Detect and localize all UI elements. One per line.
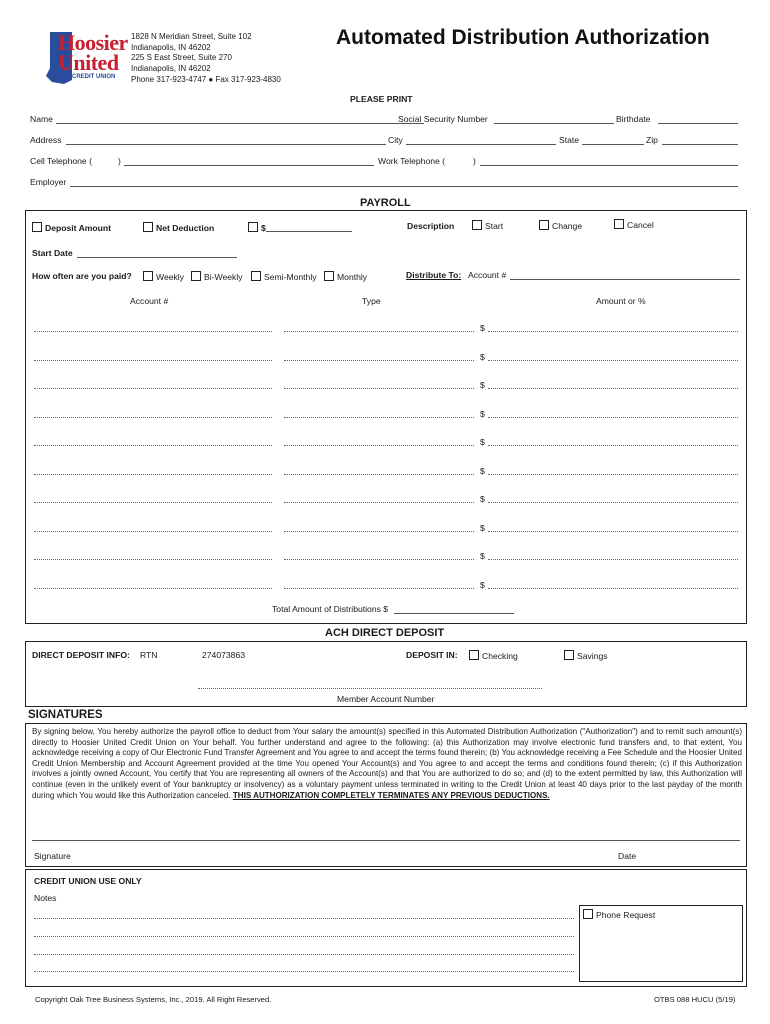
name-field[interactable] [56, 114, 424, 124]
start-date-label: Start Date [32, 248, 73, 258]
authorization-text [32, 727, 742, 801]
net-deduction-label: Net Deduction [156, 223, 215, 233]
state-field[interactable] [582, 135, 644, 145]
dollar-sign: $ [261, 223, 266, 233]
copyright: Copyright Oak Tree Business Systems, Inc., 2019. All Right Reserved. [35, 995, 272, 1004]
semimonthly-label: Semi-Monthly [264, 272, 317, 282]
birthdate-field[interactable] [658, 114, 738, 124]
deposit-amount-checkbox[interactable] [32, 222, 42, 232]
row-dollar-sign: $ [480, 437, 485, 447]
biweekly-checkbox[interactable] [191, 271, 201, 281]
type-field[interactable] [284, 437, 474, 446]
payroll-section [25, 210, 747, 624]
amount-field[interactable] [488, 437, 738, 446]
phone-request-option[interactable] [583, 909, 655, 920]
ach-section [25, 641, 747, 707]
page-title: Automated Distribution Authorization [336, 26, 710, 49]
start-option[interactable] [472, 220, 503, 231]
phone-request-label: Phone Request [596, 910, 656, 920]
row-address [30, 135, 738, 147]
rtn-value: 274073863 [202, 650, 246, 660]
payroll-heading: PAYROLL [360, 197, 411, 209]
address-line: Indianapolis, IN 46202 [131, 63, 211, 73]
table-row [26, 380, 746, 392]
savings-option[interactable] [564, 650, 608, 661]
logo-line1: Hoosier [58, 30, 128, 55]
city-field[interactable] [406, 135, 556, 145]
change-label: Change [552, 221, 583, 231]
weekly-checkbox[interactable] [143, 271, 153, 281]
birthdate-label: Birthdate [616, 114, 651, 124]
cu-use-heading: CREDIT UNION USE ONLY [34, 876, 142, 886]
address-label: Address [30, 135, 62, 145]
savings-checkbox[interactable] [564, 650, 574, 660]
semimonthly-checkbox[interactable] [251, 271, 261, 281]
row-dollar-sign: $ [480, 551, 485, 561]
row-dollar-sign: $ [480, 408, 485, 419]
monthly-label: Monthly [337, 272, 368, 282]
deposit-in-label: DEPOSIT IN: [406, 650, 458, 660]
authorization-emphasis: THIS AUTHORIZATION COMPLETELY TERMINATES ANY PREVIOUS DEDUCTIONS. [232, 790, 550, 800]
row-dollar-sign: $ [480, 494, 485, 504]
account-field[interactable] [34, 323, 272, 332]
type-field[interactable] [284, 466, 474, 475]
account-field[interactable] [34, 352, 272, 361]
account-field[interactable] [34, 437, 272, 446]
row-dollar-sign: $ [480, 323, 485, 333]
biweekly-option[interactable] [191, 271, 243, 282]
deposit-amount-label: Deposit Amount [45, 223, 112, 233]
cu-use-section [25, 869, 747, 987]
distribute-to-label: Distribute To: [406, 270, 462, 280]
table-row [26, 352, 746, 364]
date-label: Date [618, 851, 637, 861]
type-field[interactable] [284, 323, 474, 332]
authorization-body: By signing below, You hereby authorize the payroll office to deduct from Your salary the amount(s) specified in this Automated Distribution Authorization ("Authorization") and to remit such amount(s) directly to Hoosier United Credit Union on Your behalf. You further understand and agree to the following: (a) this Authorization may involve electronic fund transfers and, to that extent, You acknowledge receiving a copy of Our Electronic Fund Transfer Agreement and You agree to and accept the terms found therein; (b) You acknowledge receiving a Fee Schedule and the Hoosier United Credit Union Membership and Account Agreement provided at the time You opened Your Account(s) and You agree to and accept the terms and conditions found therein; (c) if this Authorization involves a jointly owned Account, You certify that You are representing all owners of the Account(s) and that You are authorized to do so; and (d) to the extent permitted by law, this Authorization will continue (even in the unlikely event of Your bankruptcy or insolvency) as a voluntary payment unless terminated in writing to the Credit Union at least 40 days prior to the last payday of the month during which You would like this Authorization canceled. [32, 727, 742, 800]
row-dollar-sign: $ [480, 351, 485, 362]
amount-field[interactable] [488, 466, 738, 475]
distribute-account-field[interactable] [510, 270, 740, 280]
cancel-label: Cancel [627, 220, 654, 230]
signatures-section [25, 723, 747, 867]
account-field[interactable] [34, 494, 272, 503]
address-line: Indianapolis, IN 46202 [131, 42, 211, 52]
ssn-label: Social Security Number [398, 114, 488, 124]
employer-label: Employer [30, 177, 67, 187]
form-id: OTBS 088 HUCU (5/19) [654, 995, 736, 1004]
monthly-checkbox[interactable] [324, 271, 334, 281]
description-label: Description [407, 221, 455, 231]
state-label: State [559, 135, 580, 145]
address-field[interactable] [66, 135, 386, 145]
start-checkbox[interactable] [472, 220, 482, 230]
change-checkbox[interactable] [539, 220, 549, 230]
cell-label: Cell Telephone ( [30, 156, 92, 166]
weekly-label: Weekly [156, 272, 185, 282]
rtn-label: RTN [140, 650, 158, 660]
table-row [26, 323, 746, 335]
direct-deposit-info-label: DIRECT DEPOSIT INFO: [32, 650, 130, 660]
work-label: Work Telephone ( [378, 156, 446, 166]
account-field[interactable] [34, 466, 272, 475]
phone-request-box [579, 905, 743, 982]
checking-label: Checking [482, 651, 518, 661]
row-name [30, 114, 738, 126]
address-block [131, 32, 281, 86]
logo [42, 30, 128, 86]
amount-option[interactable] [248, 222, 266, 233]
checking-option[interactable] [469, 650, 518, 661]
table-row [26, 437, 746, 449]
notes-line[interactable] [34, 965, 574, 972]
how-often-label: How often are you paid? [32, 271, 132, 281]
row-employer [30, 177, 738, 189]
biweekly-label: Bi-Weekly [204, 272, 243, 282]
type-field[interactable] [284, 380, 474, 389]
signature-label: Signature [34, 851, 71, 861]
savings-label: Savings [577, 651, 608, 661]
net-deduction-checkbox[interactable] [143, 222, 153, 232]
work-field[interactable] [480, 156, 738, 166]
notes-line[interactable] [34, 948, 574, 955]
amount-field[interactable] [488, 380, 738, 389]
ssn-field[interactable] [494, 114, 614, 124]
type-field[interactable] [284, 580, 474, 589]
amount-field[interactable] [266, 222, 352, 232]
row-dollar-sign: $ [480, 465, 485, 476]
account-field[interactable] [34, 580, 272, 589]
account-field[interactable] [34, 523, 272, 532]
type-field[interactable] [284, 494, 474, 503]
deposit-amount-option[interactable] [32, 222, 111, 233]
table-row [26, 466, 746, 478]
total-label: Total Amount of Distributions $ [272, 604, 389, 614]
type-field[interactable] [284, 409, 474, 418]
type-field[interactable] [284, 352, 474, 361]
member-account-label: Member Account Number [337, 694, 435, 704]
notes-line[interactable] [34, 930, 574, 937]
logo-line2: United [58, 50, 119, 75]
total-field[interactable] [394, 604, 514, 614]
start-date-field[interactable] [77, 248, 237, 258]
table-row [26, 523, 746, 535]
col-header-type: Type [362, 296, 381, 306]
signatures-heading: SIGNATURES [28, 709, 103, 721]
account-field[interactable] [34, 380, 272, 389]
ach-heading: ACH DIRECT DEPOSIT [325, 627, 445, 639]
type-field[interactable] [284, 523, 474, 532]
cancel-option[interactable] [614, 219, 654, 230]
phone-request-checkbox[interactable] [583, 909, 593, 919]
contact-line: Phone 317-923-4747 ● Fax 317-923-4830 [131, 75, 281, 85]
name-label: Name [30, 114, 53, 124]
work-close-paren: ) [473, 156, 476, 166]
member-account-field[interactable] [198, 682, 542, 689]
table-row [26, 551, 746, 563]
please-print-label: PLEASE PRINT [350, 94, 413, 104]
amount-field[interactable] [488, 409, 738, 418]
semimonthly-option[interactable] [251, 271, 317, 282]
zip-label: Zip [646, 135, 658, 145]
signature-line[interactable] [32, 832, 740, 841]
monthly-option[interactable] [324, 271, 367, 282]
city-label: City [388, 135, 403, 145]
zip-field[interactable] [662, 135, 738, 145]
row-phone [30, 156, 738, 168]
row-dollar-sign: $ [480, 380, 485, 390]
amount-field[interactable] [488, 580, 738, 589]
amount-field[interactable] [488, 352, 738, 361]
notes-label: Notes [34, 893, 57, 903]
start-label: Start [485, 221, 504, 231]
net-deduction-option[interactable] [143, 222, 214, 233]
employer-field[interactable] [70, 177, 738, 187]
address-line: 1828 N Meridian Street, Suite 102 [131, 32, 252, 41]
address-line: 225 S East Street, Suite 270 [131, 53, 232, 63]
notes-line[interactable] [34, 912, 574, 919]
checking-checkbox[interactable] [469, 650, 479, 660]
account-field[interactable] [34, 409, 272, 418]
row-dollar-sign: $ [480, 522, 485, 533]
weekly-option[interactable] [143, 271, 184, 282]
account-field[interactable] [34, 551, 272, 560]
change-option[interactable] [539, 220, 582, 231]
table-row [26, 494, 746, 506]
amount-field[interactable] [488, 551, 738, 560]
col-header-account: Account # [130, 296, 169, 306]
amount-checkbox[interactable] [248, 222, 258, 232]
cell-close-paren: ) [118, 156, 121, 166]
logo-tagline: CREDIT UNION [72, 74, 116, 80]
type-field[interactable] [284, 551, 474, 560]
table-row [26, 409, 746, 421]
distribute-account-label: Account # [468, 270, 507, 280]
table-row [26, 580, 746, 592]
amount-field[interactable] [488, 323, 738, 332]
amount-field[interactable] [488, 523, 738, 532]
cell-field[interactable] [124, 156, 374, 166]
row-dollar-sign: $ [480, 579, 485, 590]
col-header-amount: Amount or % [596, 296, 646, 306]
cancel-checkbox[interactable] [614, 219, 624, 229]
amount-field[interactable] [488, 494, 738, 503]
